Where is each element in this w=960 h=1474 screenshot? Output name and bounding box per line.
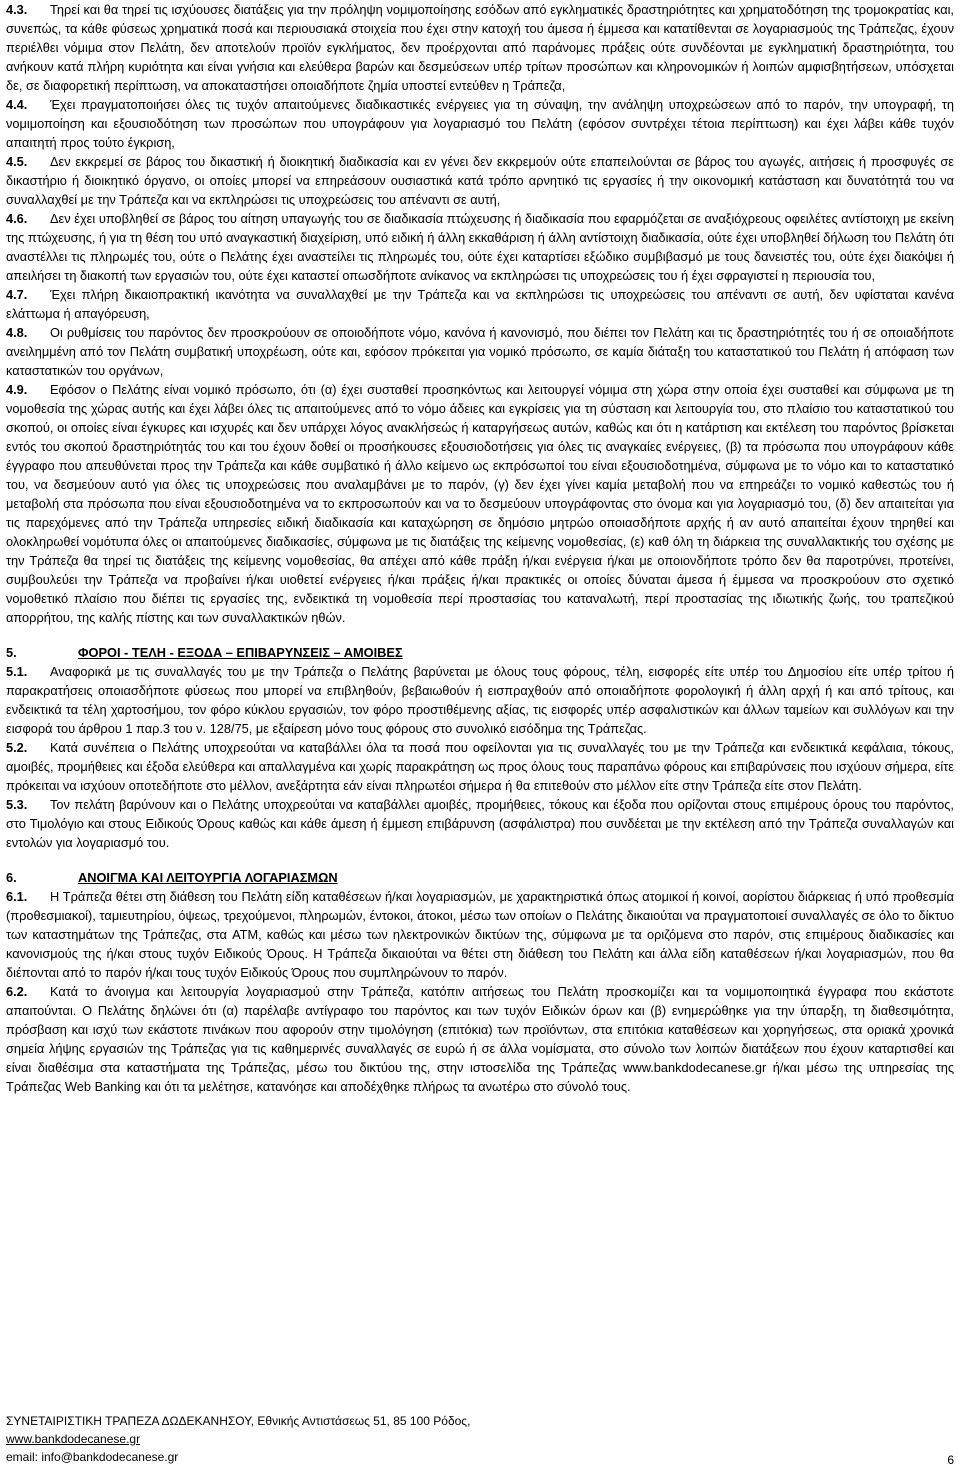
page-number: 6	[947, 1453, 954, 1467]
clause-number: 4.7.	[6, 287, 28, 302]
clause-number: 4.5.	[6, 154, 28, 169]
section-5-heading	[6, 643, 954, 662]
footer	[6, 1412, 470, 1466]
clause-text: Κατά συνέπεια ο Πελάτης υποχρεούται να καταβάλλει όλα τα ποσά που οφείλονται για τις συναλλαγές του με την Τράπεζα και ενδεικτικά κεφάλαια, τόκους, αμοιβές, προμήθειες και έξοδα ελεύθερα και απαλλαγμένα και χωρίς παρακράτηση ως προς όλους τους παραπάνω φόρους και επιβαρύνσεις που ισχύουν σήμερα, είτε πρόκειται να ισχύουν οποτεδήποτε στο μέλλον, ανεξάρτητα εάν είναι πληρωτέοι σήμερα ή θα επιτεθούν στο μέλλον είτε στην Τράπεζα είτε στον Πελάτη.	[6, 740, 954, 793]
section-6-title: ΑΝΟΙΓΜΑ ΚΑΙ ΛΕΙΤΟΥΡΓΙΑ ΛΟΓΑΡΙΑΣΜΩΝ	[78, 870, 338, 885]
section-6-number: 6.	[6, 870, 17, 885]
clause-number: 4.8.	[6, 325, 28, 340]
clause-number: 6.1.	[6, 889, 28, 904]
clause-paragraph	[6, 380, 954, 627]
clause-paragraph	[6, 152, 954, 209]
clause-paragraph	[6, 285, 954, 323]
clause-number: 4.6.	[6, 211, 28, 226]
clause-paragraph	[6, 95, 954, 152]
clause-number: 4.4.	[6, 97, 28, 112]
section-6-heading	[6, 868, 954, 887]
clauses-4	[6, 0, 954, 627]
clause-text: Έχει πλήρη δικαιοπρακτική ικανότητα να συναλλαχθεί με την Τράπεζα και να εκπληρώσει τις υποχρεώσεις του απέναντι σε αυτή, δεν υφίσταται κανένα ελάττωμα ή απαγόρευση,	[6, 287, 954, 321]
clause-paragraph	[6, 887, 954, 982]
clause-number: 5.2.	[6, 740, 28, 755]
clause-paragraph	[6, 738, 954, 795]
clause-text: Κατά το άνοιγμα και λειτουργία λογαριασμού στην Τράπεζα, κατόπιν αιτήσεως του Πελάτη προσκομίζει και τα νομιμοποιητικά έγγραφα που εκάστοτε απαιτούνται. Ο Πελάτης δηλώνει ότι (α) παρέλαβε αντίγραφο του παρόντος και των τυχόν Ειδικών όρων και (β) ενημερώθηκε για την ύπαρξη, τη διαθεσιμότητα, πρόσβαση και ισχύ των εκάστοτε πινάκων που αφορούν στην τιμολόγηση (επιτόκια) των προϊόντων, στα επιτόκια καταθέσεων και χορηγήσεως, στα οριακά χρονικά σημεία λήψης εργασιών της Τράπεζας για τις καθημερινές συναλλαγές σε ευρώ ή σε άλλα νομίσματα, στο σύνολο των λοιπών διατάξεων που έχουν καταρτισθεί και είναι διαθέσιμα στα καταστήματα της Τράπεζας, μέσω του δικτύου της, στην ιστοσελίδα της Τράπεζας www.bankdodecanese.gr ή/και μέσω της υπηρεσίας της Τράπεζας Web Banking και ότι τα μελέτησε, κατανόησε και αποδέχθηκε πλήρως τα ανωτέρω στο σύνολό τους.	[6, 984, 954, 1094]
clause-text: Εφόσον ο Πελάτης είναι νομικό πρόσωπο, ότι (α) έχει συσταθεί προσηκόντως και λειτουργεί νόμιμα στη χώρα στην οποία έχει συσταθεί και σύμφωνα με τη νομοθεσία της χώρας αυτής και έχει λάβει όλες τις απαιτούμενες από το νόμο άδειες και εγκρίσεις για τη σύσταση και λειτουργία του, στο πλαίσιο του καταστατικού του σκοπού, οι οποίες είναι έγκυρες και ισχυρές και δεν υπάρχει λόγος ανακλήσεώς ή καταργήσεως αυτών, καθώς και ότι η κατάρτιση και εκτέλεση του παρόντος βρίσκεται εντός του σκοπού δραστηριότητάς του και του έχουν δοθεί οι προσήκουσες εξουσιοδοτήσεις για όλες τις αναγκαίες ενέργειες, (β) τα πρόσωπα που υπογράφουν κάθε έγγραφο που απευθύνεται προς την Τράπεζα και κάθε συμβατικό ή άλλο κείμενο ως εκπρόσωποί του είναι εξουσιοδοτημένα, σύμφωνα με το νόμο και το καταστατικό του, να δεσμεύουν αυτό για όλες τις υποχρεώσεις που αναλαμβάνει με το παρόν, (γ) δεν έχει γίνει καμία μεταβολή που να επηρεάζει το νομικό καθεστώς του ή μεταβολή στα πρόσωπα που είναι εξουσιοδοτημένα να το εκπροσωπούν και να το δεσμεύουν υπογράφοντας στο όνομα και για λογαριασμό του, (δ) δεν απαιτείται για τις παρεχόμενες από την Τράπεζα υπηρεσίες ειδική διαδικασία και καταχώρηση σε δημόσιο μητρώο οποιασδήποτε αρχής ή αν αυτό απαιτείται έχουν τηρηθεί και ολοκληρωθεί νομότυπα όλες οι απαιτούμενες διαδικασίες, σύμφωνα με τις διατάξεις της κείμενης νομοθεσίας, (ε) καθ όλη τη διάρκεια της συναλλακτικής του σχέσης με την Τράπεζα θα τηρεί τις διατάξεις της κείμενης νομοθεσίας, θα απέχει από κάθε πράξη ή/και ενέργεια ή/και με οποιονδήποτε τρόπο δεν θα παροτρύνει, προτείνει, συμβουλεύει την Τράπεζα να προβαίνει ή/και υιοθετεί ενέργειες ή/και πράξεις ή/και πρακτικές οι οποίες δύναται άμεσα ή έμμεσα να προσκρούουν στο σχετικό νομοθετικό πλαίσιο που διέπει τις εργασίες της, ενδεικτικά τη νομοθεσία περί προστασίας του καταναλωτή, περί προστασίας της ιδιωτικής ζωής, του τραπεζικού απορρήτου, της καλής πίστης και των συναλλακτικών ηθών.	[6, 382, 954, 625]
clauses-5	[6, 662, 954, 852]
clause-number: 4.3.	[6, 2, 28, 17]
clause-paragraph	[6, 323, 954, 380]
footer-email: email: info@bankdodecanese.gr	[6, 1450, 179, 1464]
clauses-6	[6, 887, 954, 1096]
clause-text: Τον πελάτη βαρύνουν και ο Πελάτης υποχρεούται να καταβάλλει αμοιβές, προμήθειες, τόκους και έξοδα που ορίζονται στους επιμέρους όρους του παρόντος, στο Τιμολόγιο και στους Ειδικούς Όρους καθώς και κάθε άμεση ή έμμεση επιβάρυνση (ασφάλιστρα) που συνδέεται με την εκτέλεση από την Τράπεζα συναλλαγών και εντολών για λογαριασμό του.	[6, 797, 954, 850]
clause-text: Έχει πραγματοποιήσει όλες τις τυχόν απαιτούμενες διαδικαστικές ενέργειες για τη σύναψη, την ανάληψη υποχρεώσεων από το παρόν, την υπογραφή, τη νομιμοποίηση και εξουσιοδότηση των προσώπων που υπογράφουν για λογαριασμό του Πελάτη (εφόσον συντρέχει τέτοια περίπτωση) και έχει λάβει κάθε τυχόν απαιτητή προς τούτο έγκριση,	[6, 97, 954, 150]
clause-number: 5.3.	[6, 797, 28, 812]
clause-paragraph	[6, 662, 954, 738]
clause-paragraph	[6, 795, 954, 852]
clause-paragraph	[6, 982, 954, 1096]
clause-paragraph	[6, 209, 954, 285]
clause-number: 6.2.	[6, 984, 28, 999]
clause-text: Οι ρυθμίσεις του παρόντος δεν προσκρούουν σε οποιοδήποτε νόμο, κανόνα ή κανονισμό, που διέπει τον Πελάτη και τις δραστηριότητές του ή σε οποιαδήποτε ανειλημμένη από τον Πελάτη συμβατική υποχρέωση, ούτε και, εφόσον πρόκειται για νομικό πρόσωπο, σε καμία διάταξη του καταστατικού του Πελάτη ή απόφαση των καταστατικών του οργάνων,	[6, 325, 954, 378]
clause-text: Τηρεί και θα τηρεί τις ισχύουσες διατάξεις για την πρόληψη νομιμοποίησης εσόδων από εγκληματικές δραστηριότητες και χρηματοδότηση της τρομοκρατίας και, συνεπώς, τα κάθε φύσεως χρηματικά ποσά και περιουσιακά στοιχεία που έχει στην κατοχή του άμεσα ή έμμεσα και κατατίθενται σε λογαριασμούς της Τράπεζας, έχουν περιέλθει νόμιμα στον Πελάτη, δεν αποτελούν προϊόν εγκλήματος, δεν προέρχονται από παράνομες πράξεις ούτε συνδέονται με εγκληματική δραστηριότητα, του ανήκουν κατά πλήρη κυριότητα και είναι γνήσια και ελεύθερα βαρών και δεσμεύσεων υπέρ τρίτων προσώπων και κληρονομικών ή λοιπών αμφισβητήσεων, υπόσχεται δε, σε διαφορετική περίπτωση, να αποκαταστήσει οποιαδήποτε ζημία υποστεί εντεύθεν η Τράπεζα,	[6, 2, 954, 93]
clause-text: Αναφορικά με τις συναλλαγές του με την Τράπεζα ο Πελάτης βαρύνεται με όλους τους φόρους, τέλη, εισφορές είτε υπέρ του Δημοσίου είτε υπέρ τρίτου ή παρακρατήσεις οποιασδήποτε φύσεως που μπορεί να επιβληθούν, βεβαιωθούν ή εισπραχθούν από οποιαδήποτε φορολογική ή άλλη αρχή ή και από τρίτους, και ενδεικτικά τα τέλη χαρτοσήμου, τον φόρο κύκλου εργασιών, τον φόρο προστιθέμενης αξίας, τις εισφορές υπέρ ασφαλιστικών και άλλων ταμείων και συλλόγων και την εισφορά του άρθρου 1 παρ.3 του ν. 128/75, με εξαίρεση μόνο τους φόρους στο συνολικό εισόδημα της Τράπεζας.	[6, 664, 954, 736]
clause-number: 5.1.	[6, 664, 28, 679]
clause-paragraph	[6, 0, 954, 95]
clause-number: 4.9.	[6, 382, 28, 397]
document-page	[6, 0, 954, 1096]
footer-website-link[interactable]: www.bankdodecanese.gr	[6, 1432, 141, 1446]
clause-text: Δεν εκκρεμεί σε βάρος του δικαστική ή διοικητική διαδικασία και εν γένει δεν εκκρεμούν ούτε επαπειλούνται σε βάρος του αγωγές, αιτήσεις ή προσφυγές σε δικαστήριο ή διοικητικό όργανο, οι οποίες μπορεί να επηρεάσουν ουσιαστικά κατά τρόπο αρνητικό τις εργασίες ή την οικονομική κατάσταση και δυνατότητά του να συναλλαχθεί με την Τράπεζα και να εκπληρώσει τις υποχρεώσεις του απέναντι σε αυτή,	[6, 154, 954, 207]
section-5-number: 5.	[6, 645, 17, 660]
clause-text: Δεν έχει υποβληθεί σε βάρος του αίτηση υπαγωγής του σε διαδικασία πτώχευσης ή διαδικασία που εφαρμόζεται σε αναξιόχρεους οφειλέτες αντίστοιχη με εκείνη της πτώχευσης, ή για τη θέση του υπό αναγκαστική διαχείριση, υπό ειδική ή άλλη εκκαθάριση ή άλλη αντίστοιχη διαδικασία, ούτε έχει υποβληθεί δήλωση του Πελάτη ότι αναστέλλει τις πληρωμές του, ούτε ο Πελάτης έχει αναστείλει τις πληρωμές του, ούτε έχει καταρτίσει εξώδικο συμβιβασμό με τους δανειστές του, ούτε έχει διακόψει ή απειλήσει τη διακοπή των εργασιών του, ούτε έχει καταστεί οπωσδήποτε ανίκανος να εκπληρώσει τις υποχρεώσεις του ή έχει σφραγιστεί η περιουσία του,	[6, 211, 954, 283]
footer-address: ΣΥΝΕΤΑΙΡΙΣΤΙΚΗ ΤΡΑΠΕΖΑ ΔΩΔΕΚΑΝΗΣΟΥ, Εθνικής Αντιστάσεως 51, 85 100 Ρόδος,	[6, 1414, 471, 1428]
clause-text: Η Τράπεζα θέτει στη διάθεση του Πελάτη είδη καταθέσεων ή/και λογαριασμών, με χαρακτηριστικά όπως ατομικοί ή κοινοί, αορίστου διάρκειας ή υπό προθεσμία (προθεσμιακοί), ταμιευτηρίου, όψεως, τρεχούμενοι, πληρωμών, έντοκοι, άτοκοι, μέσω των οποίων ο Πελάτης δικαιούται να πραγματοποιεί συναλλαγές σε όλο το δίκτυο των καταστημάτων της Τράπεζας, στα ATM, καθώς και μέσω των ηλεκτρονικών δικτύων της, σύμφωνα με τα οριζόμενα στο παρόν, στις επιμέρους διαδικασίες και κανονισμούς της ή/και στους τυχόν Ειδικούς Όρους. Η Τράπεζα δικαιούται να θέτει στη διάθεση του Πελάτη και άλλα είδη καταθέσεων ή/και λογαριασμών, που θα διέπονται από το παρόν ή/και τους τυχόν Ειδικούς Όρους που συμπληρώνουν το παρόν.	[6, 889, 954, 980]
section-5-title: ΦΟΡΟΙ - ΤΕΛΗ - ΕΞΟΔΑ – ΕΠΙΒΑΡΥΝΣΕΙΣ – ΑΜΟΙΒΕΣ	[78, 645, 403, 660]
